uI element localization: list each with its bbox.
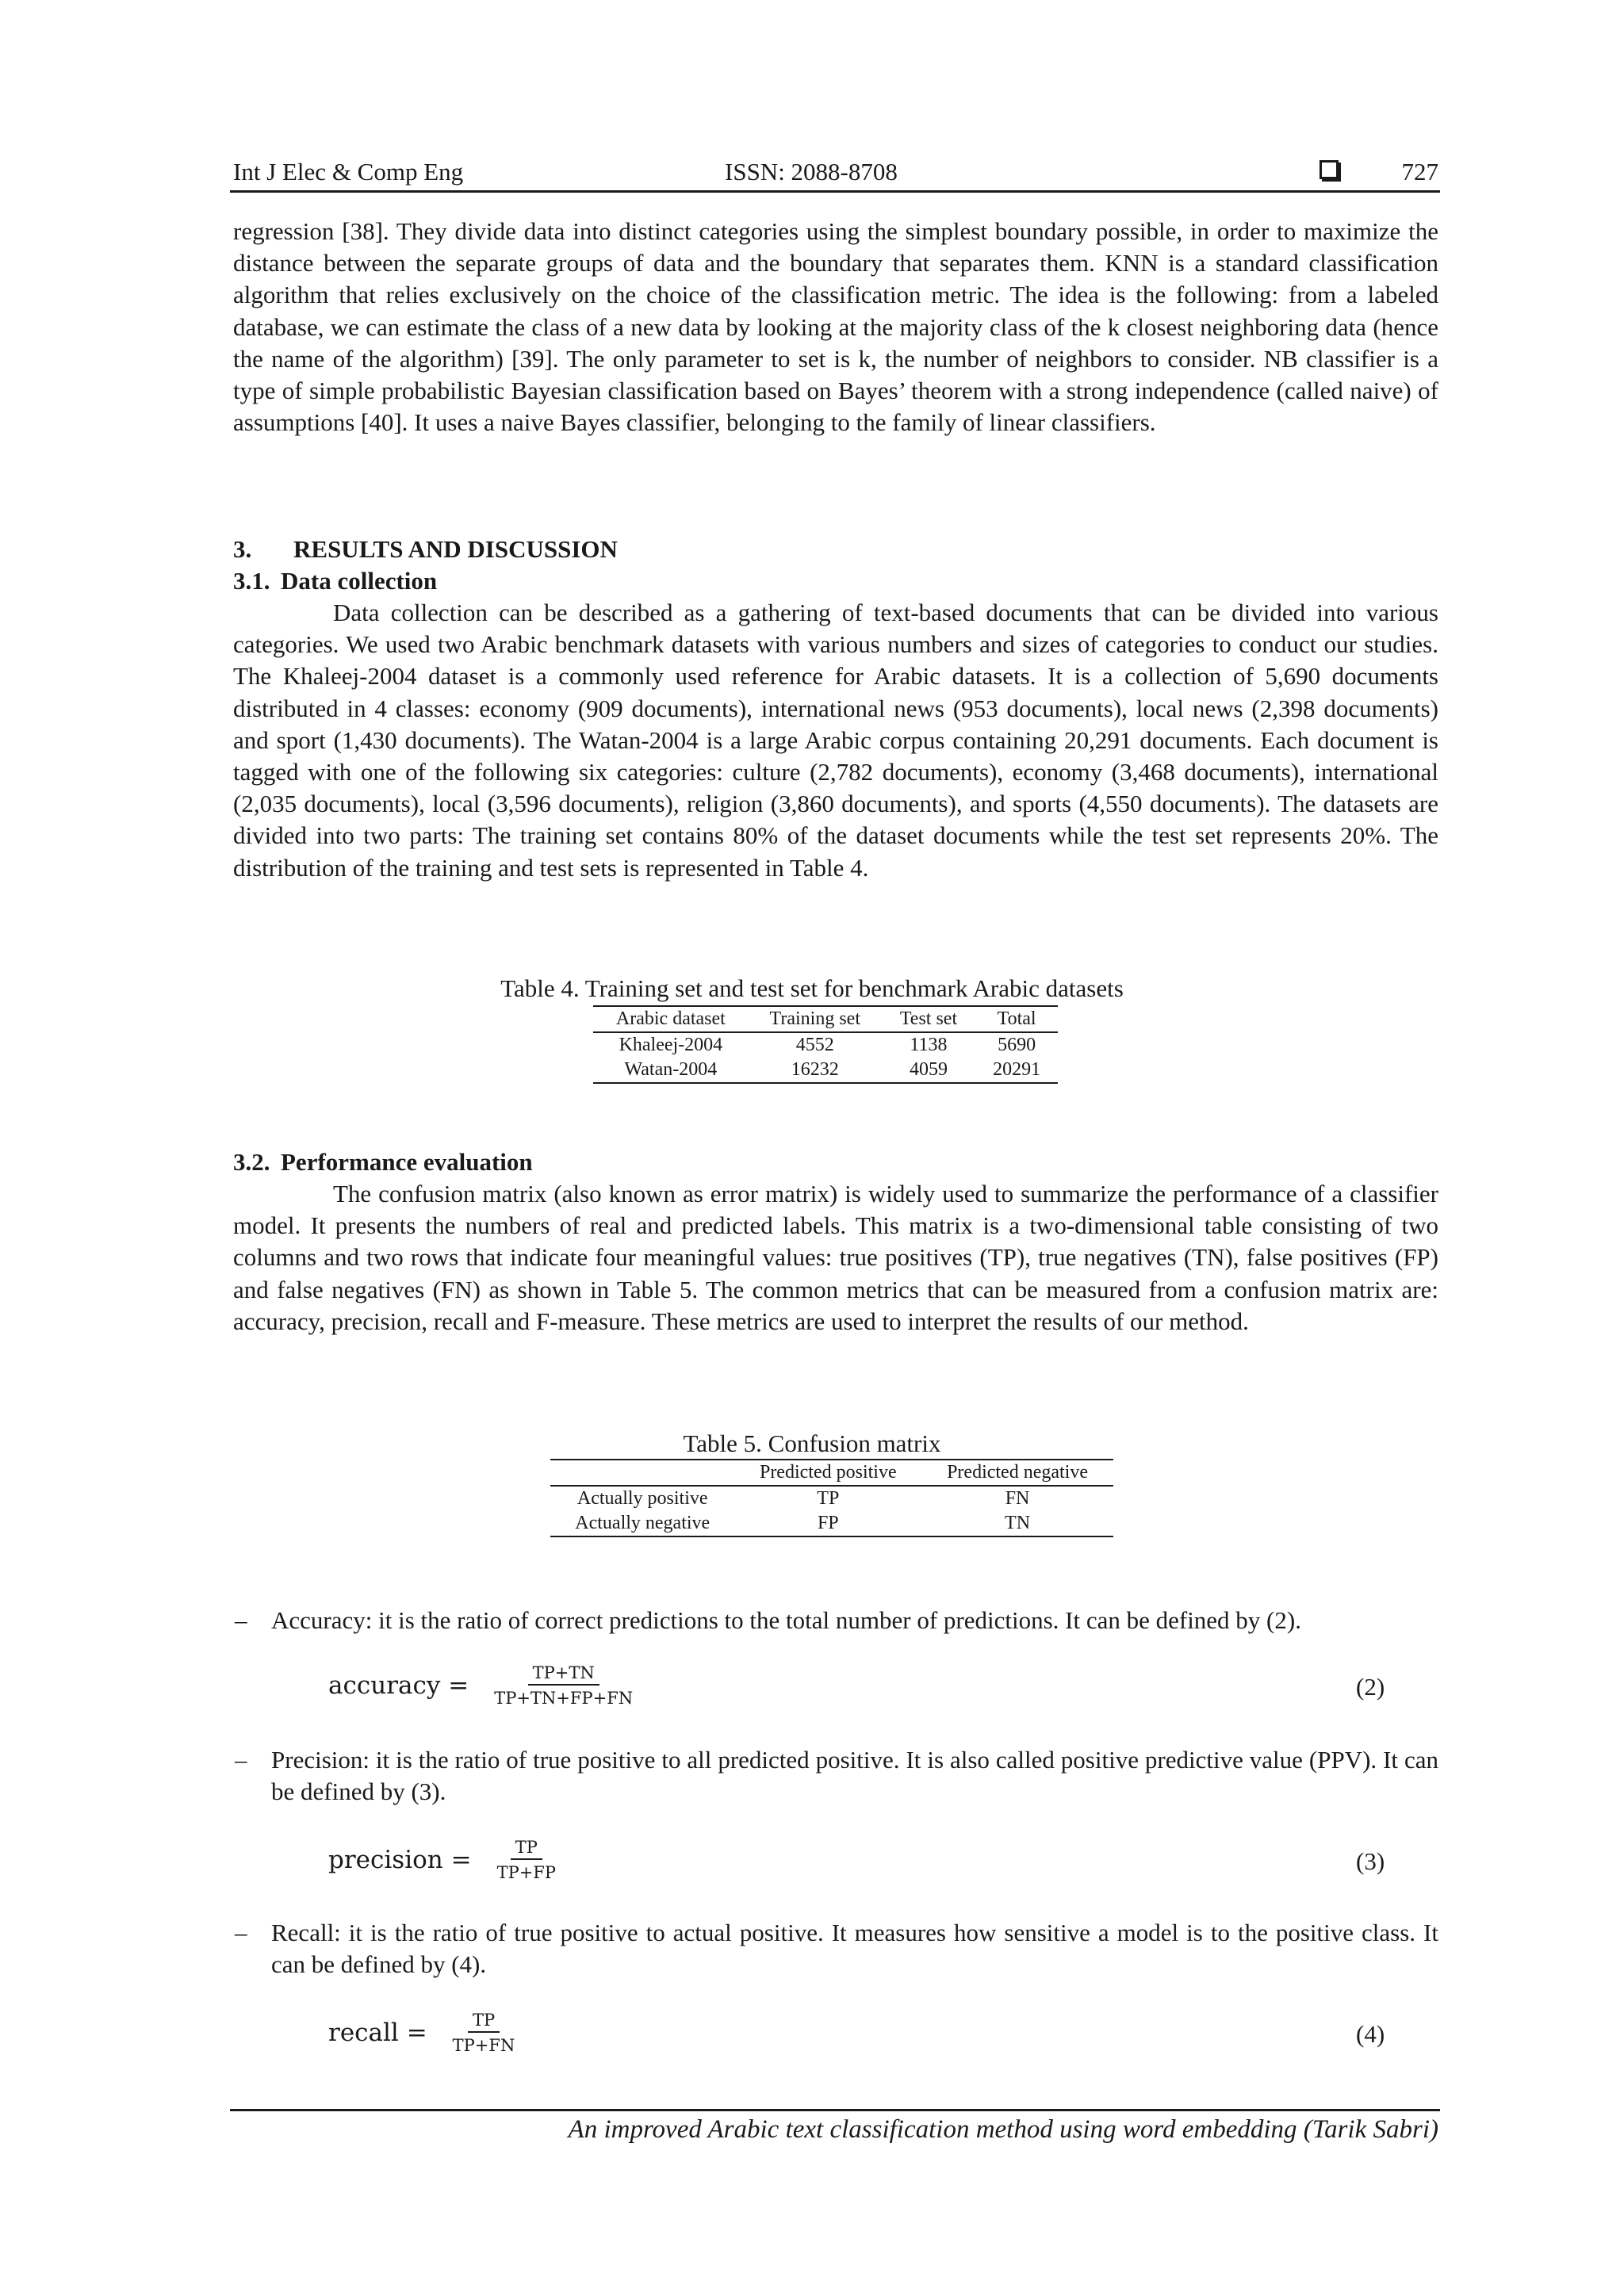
- table5: [550, 1459, 1113, 1537]
- recall-formula: [328, 2011, 519, 2055]
- fraction: [492, 1838, 561, 1882]
- table-cell: Actually negative: [550, 1511, 734, 1536]
- table-cell: Khaleej-2004: [619, 1035, 723, 1055]
- table-cell: 1138: [910, 1035, 948, 1055]
- table-cell: FN: [1005, 1488, 1030, 1509]
- table-header-row: [550, 1460, 1113, 1486]
- numerator: TP: [468, 2011, 500, 2033]
- table-row: [550, 1511, 1113, 1536]
- bullet-dash: –: [235, 1919, 247, 1946]
- column-header: Test set: [882, 1006, 975, 1032]
- table-header-row: [593, 1006, 1058, 1032]
- section-heading: [233, 534, 618, 565]
- table4: [593, 1005, 1058, 1084]
- equation-number: (4): [1356, 2020, 1385, 2048]
- precision-formula: [328, 1838, 561, 1882]
- table-row: [593, 1032, 1058, 1058]
- table5-caption: Table 5. Confusion matrix: [683, 1429, 941, 1457]
- subsection-heading-3-1: [233, 565, 437, 597]
- subsection-number: 3.2.: [233, 1148, 270, 1176]
- subsection-heading-3-2: [233, 1146, 533, 1178]
- formula-lhs: accuracy =: [328, 1671, 469, 1700]
- column-header: Predicted positive: [734, 1460, 921, 1486]
- table-cell: 4552: [795, 1035, 834, 1055]
- performance-evaluation-paragraph: The confusion matrix (also known as error matrix) is widely used to summarize the performance of a classifier model. It presents the numbers of real and predicted labels. This matrix is a two-dimensional table consisting of two columns and two rows that indicate four meaningful values: true positives (TP), true negatives (TN), false positives (FP) and false negatives (FN) as shown in Table 5. The common metrics that can be measured from a confusion matrix are: accuracy, precision, recall and F-measure. These metrics are used to interpret the results of our method.: [233, 1180, 1438, 1335]
- denominator: TP+FP: [496, 1863, 557, 1882]
- formula-lhs: recall =: [328, 2019, 427, 2047]
- table-cell: TN: [921, 1511, 1113, 1536]
- precision-definition: Precision: it is the ratio of true positive to all predicted positive. It is also called positive predictive value (PPV). It can be defined by (3).: [271, 1746, 1438, 1805]
- table-row: [593, 1058, 1058, 1083]
- table-row: [550, 1486, 1113, 1511]
- subsection-title: Performance evaluation: [281, 1148, 533, 1176]
- column-header: [550, 1460, 734, 1486]
- accuracy-formula: [328, 1663, 638, 1708]
- square-bullet-icon: [1320, 160, 1339, 179]
- denominator: TP+TN+FP+FN: [494, 1689, 634, 1708]
- issn: ISSN: 2088-8708: [725, 158, 898, 186]
- table-cell: Actually positive: [576, 1488, 708, 1509]
- header-rule: [230, 190, 1440, 193]
- footer-rule: [230, 2109, 1440, 2111]
- table-cell: 16232: [749, 1058, 882, 1083]
- equation-number: (2): [1356, 1673, 1385, 1701]
- accuracy-definition: Accuracy: it is the ratio of correct predictions to the total number of predictions. It can be defined by (2).: [271, 1606, 1301, 1634]
- column-header: Training set: [749, 1006, 882, 1032]
- equation-number: (3): [1356, 1847, 1385, 1875]
- table-cell: 4059: [882, 1058, 975, 1083]
- subsection-number: 3.1.: [233, 567, 270, 595]
- subsection-title: Data collection: [281, 567, 438, 595]
- column-header: Arabic dataset: [593, 1006, 749, 1032]
- fraction: [489, 1663, 638, 1708]
- intro-paragraph: regression [38]. They divide data into distinct categories using the simplest boundary possible, in order to maximize the distance between the separate groups of data and the boundary that separates them. KNN is a standard classification algorithm that relies exclusively on the choice of the classification metric. The idea is the following: from a labeled database, we can estimate the class of a new data by looking at the majority class of the k closest neighboring data (hence the name of the algorithm) [39]. The only parameter to set is k, the number of neighbors to consider. NB classifier is a type of simple probabilistic Bayesian classification based on Bayes’ theorem with a strong independence (called naive) of assumptions [40]. It uses a naive Bayes classifier, belonging to the family of linear classifiers.: [233, 217, 1438, 437]
- running-footer: An improved Arabic text classification method using word embedding (Tarik Sabri): [568, 2115, 1438, 2144]
- column-header: Predicted negative: [921, 1460, 1113, 1486]
- data-collection-paragraph: Data collection can be described as a gathering of text-based documents that can be divided into various categories. We used two Arabic benchmark datasets with various numbers and sizes of categories to conduct our studies. The Khaleej-2004 dataset is a commonly used reference for Arabic datasets. It is a collection of 5,690 documents distributed in 4 classes: economy (909 documents), international news (953 documents), local news (2,398 documents) and sport (1,430 documents). The Watan-2004 is a large Arabic corpus containing 20,291 documents. Each document is tagged with one of the following six categories: culture (2,782 documents), economy (3,468 documents), international (2,035 documents), local (3,596 documents), religion (3,860 documents), and sports (4,550 documents). The datasets are divided into two parts: The training set contains 80% of the dataset documents while the test set represents 20%. The distribution of the training and test sets is represented in Table 4.: [233, 599, 1438, 882]
- column-header: Total: [975, 1006, 1058, 1032]
- bullet-dash: –: [235, 1746, 247, 1774]
- bullet-dash: –: [235, 1606, 247, 1634]
- section-number: 3.: [233, 535, 252, 563]
- numerator: TP: [511, 1838, 542, 1860]
- table4-caption: Table 4. Training set and test set for benchmark Arabic datasets: [500, 974, 1124, 1002]
- journal-name: Int J Elec & Comp Eng: [233, 158, 464, 186]
- table-cell: Watan-2004: [593, 1058, 749, 1083]
- section-title: RESULTS AND DISCUSSION: [293, 535, 618, 563]
- formula-lhs: precision =: [328, 1846, 472, 1874]
- recall-definition: Recall: it is the ratio of true positive to actual positive. It measures how sensitive a model is to the positive class. It can be defined by (4).: [271, 1919, 1438, 1978]
- running-header: [233, 155, 1438, 189]
- numerator: TP+TN: [528, 1663, 599, 1686]
- table-cell: 5690: [998, 1035, 1036, 1055]
- table-cell: TP: [817, 1488, 840, 1509]
- fraction: [448, 2011, 520, 2055]
- denominator: TP+FN: [452, 2036, 515, 2055]
- table-cell: 20291: [975, 1058, 1058, 1083]
- page-number: 727: [1401, 158, 1438, 186]
- table-cell: FP: [734, 1511, 921, 1536]
